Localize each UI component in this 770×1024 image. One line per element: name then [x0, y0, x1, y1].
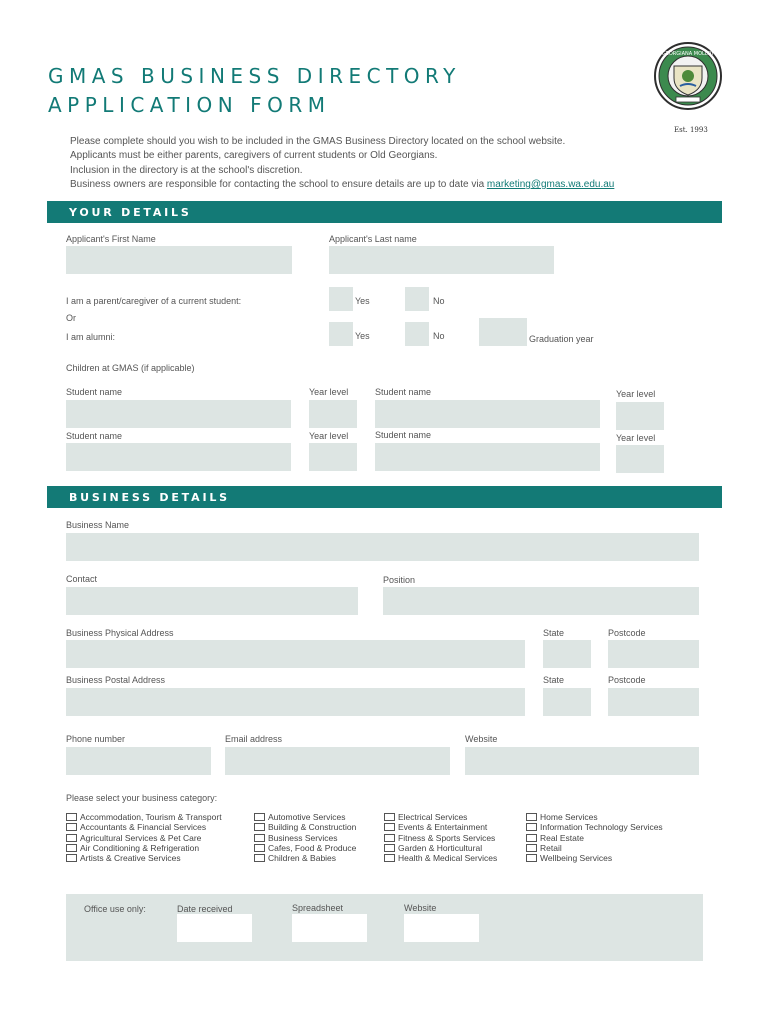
- business-name-input[interactable]: [66, 533, 699, 561]
- category-checkbox[interactable]: [66, 854, 77, 862]
- category-label: Fitness & Sports Services: [398, 832, 496, 843]
- category-column-3: [384, 812, 497, 863]
- category-column-1: [66, 812, 222, 863]
- category-label: Agricultural Services & Pet Care: [80, 832, 202, 843]
- category-label: Building & Construction: [268, 822, 357, 833]
- category-label: Information Technology Services: [540, 822, 663, 833]
- category-item[interactable]: [526, 812, 663, 822]
- category-checkbox[interactable]: [526, 854, 537, 862]
- last-name-input[interactable]: [329, 246, 554, 274]
- category-checkbox[interactable]: [66, 823, 77, 831]
- date-received-input[interactable]: [177, 914, 252, 942]
- alumni-no-checkbox[interactable]: [405, 322, 429, 346]
- office-website-input[interactable]: [404, 914, 479, 942]
- established-text: Est. 1993: [674, 126, 708, 134]
- phone-input[interactable]: [66, 747, 211, 775]
- category-label: Health & Medical Services: [398, 853, 498, 864]
- physical-address-input[interactable]: [66, 640, 525, 668]
- year-level-label-3: Year level: [309, 431, 349, 441]
- category-label: Home Services: [540, 812, 598, 822]
- office-website-label: Website: [404, 903, 437, 913]
- postal-postcode-input[interactable]: [608, 688, 699, 716]
- category-item[interactable]: [384, 822, 497, 832]
- student-name-label-1: Student name: [66, 387, 123, 397]
- physical-postcode-input[interactable]: [608, 640, 699, 668]
- category-checkbox[interactable]: [526, 813, 537, 821]
- category-checkbox[interactable]: [384, 844, 395, 852]
- category-label: Accountants & Financial Services: [80, 822, 207, 833]
- category-checkbox[interactable]: [66, 834, 77, 842]
- first-name-label: Applicant's First Name: [66, 234, 156, 244]
- category-checkbox[interactable]: [384, 854, 395, 862]
- category-item[interactable]: [254, 853, 356, 863]
- spreadsheet-input[interactable]: [292, 914, 367, 942]
- parent-yes-label: Yes: [355, 296, 370, 306]
- graduation-year-input[interactable]: [479, 318, 527, 346]
- category-label: Cafes, Food & Produce: [268, 842, 357, 853]
- category-label: Events & Entertainment: [398, 822, 488, 833]
- year-level-label-4: Year level: [616, 433, 656, 443]
- phone-label: Phone number: [66, 734, 126, 744]
- student-name-label-4: Student name: [375, 430, 432, 440]
- category-checkbox[interactable]: [254, 813, 265, 821]
- category-item[interactable]: [66, 853, 222, 863]
- office-use-label: Office use only:: [84, 904, 146, 914]
- category-column-2: [254, 812, 356, 863]
- student-name-input-3[interactable]: [66, 443, 291, 471]
- category-checkbox[interactable]: [526, 823, 537, 831]
- business-name-label: Business Name: [66, 520, 130, 530]
- category-label: Electrical Services: [398, 812, 468, 822]
- category-checkbox[interactable]: [66, 813, 77, 821]
- postal-state-label: State: [543, 675, 565, 685]
- parent-yes-checkbox[interactable]: [329, 287, 353, 311]
- intro-line-4-text: Business owners are responsible for contacting the school to ensure details are up to date via: [70, 179, 487, 190]
- category-prompt: Please select your business category:: [66, 793, 218, 803]
- postal-address-input[interactable]: [66, 688, 525, 716]
- postal-address-label: Business Postal Address: [66, 675, 166, 685]
- svg-text:GEORGIANA MOLLOY: GEORGIANA MOLLOY: [661, 51, 715, 57]
- year-level-input-2[interactable]: [616, 402, 664, 430]
- contact-label: Contact: [66, 574, 98, 584]
- physical-state-input[interactable]: [543, 640, 591, 668]
- category-checkbox[interactable]: [254, 834, 265, 842]
- school-crest-logo: [650, 42, 726, 134]
- category-item[interactable]: [384, 812, 497, 822]
- category-label: Real Estate: [540, 832, 584, 843]
- category-item[interactable]: [526, 822, 663, 832]
- intro-line-2: Applicants must be either parents, caregivers of current students or Old Georgians.: [70, 150, 438, 161]
- year-level-input-1[interactable]: [309, 400, 357, 428]
- email-input[interactable]: [225, 747, 450, 775]
- student-name-label-3: Student name: [66, 431, 123, 441]
- category-label: Wellbeing Services: [540, 853, 613, 864]
- category-item[interactable]: [66, 812, 222, 822]
- last-name-label: Applicant's Last name: [329, 234, 417, 244]
- category-checkbox[interactable]: [384, 823, 395, 831]
- category-checkbox[interactable]: [384, 813, 395, 821]
- category-checkbox[interactable]: [254, 844, 265, 852]
- category-label: Automotive Services: [268, 812, 346, 822]
- category-item[interactable]: [66, 822, 222, 832]
- intro-line-1: Please complete should you wish to be included in the GMAS Business Directory located on the school website.: [70, 136, 566, 147]
- position-input[interactable]: [383, 587, 699, 615]
- category-item[interactable]: [254, 843, 356, 853]
- physical-state-label: State: [543, 628, 565, 638]
- alumni-question-label: I am alumni:: [66, 332, 116, 342]
- graduation-year-label: Graduation year: [529, 334, 594, 344]
- year-level-label-1: Year level: [309, 387, 349, 397]
- category-item[interactable]: [254, 812, 356, 822]
- children-label: Children at GMAS (if applicable): [66, 363, 195, 373]
- category-item[interactable]: [254, 833, 356, 843]
- contact-input[interactable]: [66, 587, 358, 615]
- website-input[interactable]: [465, 747, 699, 775]
- category-checkbox[interactable]: [254, 854, 265, 862]
- student-name-label-2: Student name: [375, 387, 432, 397]
- category-item[interactable]: [384, 843, 497, 853]
- student-name-input-1[interactable]: [66, 400, 291, 428]
- alumni-yes-checkbox[interactable]: [329, 322, 353, 346]
- category-checkbox[interactable]: [526, 844, 537, 852]
- alumni-no-label: No: [433, 331, 445, 341]
- website-label: Website: [465, 734, 498, 744]
- category-checkbox[interactable]: [384, 834, 395, 842]
- category-item[interactable]: [66, 833, 222, 843]
- category-label: Children & Babies: [268, 853, 337, 864]
- category-label: Accommodation, Tourism & Transport: [80, 812, 222, 822]
- marketing-email-link[interactable]: marketing@gmas.wa.edu.au: [486, 179, 615, 190]
- category-label: Retail: [540, 842, 562, 853]
- category-label: Garden & Horticultural: [398, 842, 483, 853]
- category-label: Artists & Creative Services: [80, 853, 181, 864]
- parent-no-checkbox[interactable]: [405, 287, 429, 311]
- first-name-input[interactable]: [66, 246, 292, 274]
- parent-question-label: I am a parent/caregiver of a current student:: [66, 296, 242, 306]
- year-level-input-3[interactable]: [309, 443, 357, 471]
- year-level-label-2: Year level: [616, 389, 656, 399]
- email-label: Email address: [225, 734, 283, 744]
- category-item[interactable]: [254, 822, 356, 832]
- spreadsheet-label: Spreadsheet: [292, 903, 344, 913]
- parent-no-label: No: [433, 296, 445, 306]
- physical-postcode-label: Postcode: [608, 628, 646, 638]
- category-item[interactable]: [526, 853, 663, 863]
- office-use-panel: [66, 894, 703, 961]
- postal-postcode-label: Postcode: [608, 675, 646, 685]
- category-item[interactable]: [384, 833, 497, 843]
- category-label: Business Services: [268, 832, 338, 843]
- intro-line-4: [70, 179, 614, 190]
- business-details-header: [47, 486, 722, 508]
- intro-line-3: Inclusion in the directory is at the school's discretion.: [70, 165, 303, 176]
- category-checkbox[interactable]: [66, 844, 77, 852]
- or-label: Or: [66, 313, 76, 323]
- postal-state-input[interactable]: [543, 688, 591, 716]
- your-details-heading: YOUR DETAILS: [69, 206, 192, 219]
- category-item[interactable]: [66, 843, 222, 853]
- category-item[interactable]: [526, 843, 663, 853]
- category-checkbox[interactable]: [526, 834, 537, 842]
- category-checkbox[interactable]: [254, 823, 265, 831]
- category-item[interactable]: [526, 833, 663, 843]
- your-details-header: [47, 201, 722, 223]
- position-label: Position: [383, 575, 416, 585]
- year-level-input-4[interactable]: [616, 445, 664, 473]
- business-details-heading: BUSINESS DETAILS: [69, 491, 230, 504]
- category-item[interactable]: [384, 853, 497, 863]
- category-label: Air Conditioning & Refrigeration: [80, 842, 200, 853]
- date-received-label: Date received: [177, 904, 233, 914]
- physical-address-label: Business Physical Address: [66, 628, 174, 638]
- alumni-yes-label: Yes: [355, 331, 370, 341]
- page-title-line-1: GMAS BUSINESS DIRECTORY: [48, 64, 461, 88]
- category-column-4: [526, 812, 663, 863]
- student-name-input-4[interactable]: [375, 443, 600, 471]
- student-name-input-2[interactable]: [375, 400, 600, 428]
- page-title-line-2: APPLICATION FORM: [48, 93, 331, 117]
